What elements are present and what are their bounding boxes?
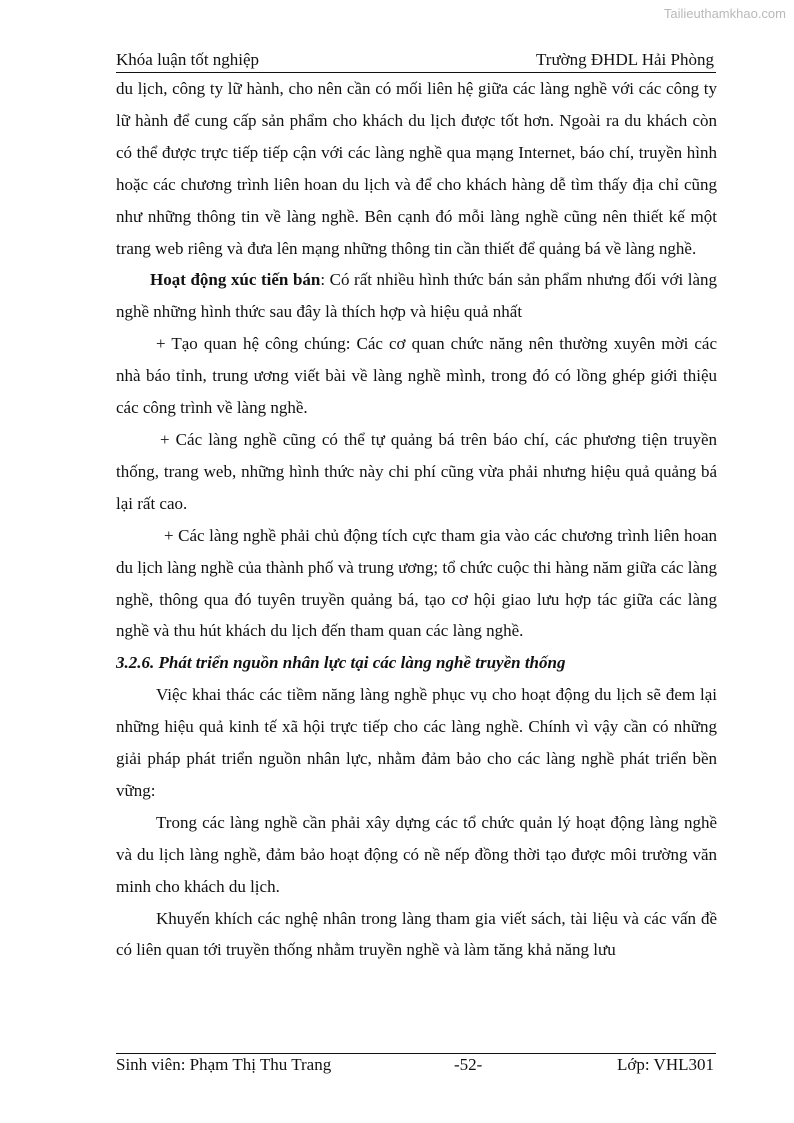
watermark: Tailieuthamkhao.com	[663, 6, 786, 21]
page-number: -52-	[454, 1055, 483, 1074]
paragraph-sales-promotion	[116, 264, 717, 328]
footer-student: Sinh viên: Phạm Thị Thu Trang	[116, 1055, 332, 1074]
header-university: Trường ĐHDL Hải Phòng	[536, 50, 714, 69]
paragraph-management: Trong các làng nghề cần phải xây dựng các tổ chức quản lý hoạt động làng nghề và du lịch làng nghề, đảm bảo hoạt động có nề nếp đồng thời tạo được môi trường văn minh cho khách du lịch.	[116, 812, 717, 896]
sales-promotion-text: : Có rất nhiều hình thức bán sản phẩm nhưng đối với làng nghề những hình thức sau đây là thích hợp và hiệu quả nhất	[116, 270, 718, 322]
section-heading: 3.2.6. Phát triển nguồn nhân lực tại các làng nghề truyền thống	[116, 653, 566, 673]
header-thesis-title: Khóa luận tốt nghiệp	[116, 50, 260, 69]
paragraph-artisans: Khuyến khích các nghệ nhân trong làng tham gia viết sách, tài liệu và các vấn đề có liên quan tới truyền thống nhằm truyền nghề và làm tăng khả năng lưu	[116, 908, 717, 960]
paragraph-marketing-channels: du lịch, công ty lữ hành, cho nên cần có mối liên hệ giữa các làng nghề với các công ty lữ hành để cung cấp sản phẩm cho khách du lịch được tốt hơn. Ngoài ra du khách còn có thể được trực tiếp tiếp cận với các làng nghề qua mạng Internet, báo chí, truyền hình hoặc các chương trình liên hoan du lịch và để cho khách hàng dễ tìm thấy địa chỉ cũng như những thông tin về làng nghề. Bên cạnh đó mỗi làng nghề cũng nên thiết kế một trang web riêng và đưa lên mạng những thông tin cần thiết để quảng bá về làng nghề.	[116, 79, 717, 258]
page-body	[116, 73, 717, 966]
bullet-festivals: + Các làng nghề phải chủ động tích cực tham gia vào các chương trình liên hoan du lịch làng nghề của thành phố và trung ương; tổ chức cuộc thi hàng năm giữa các làng nghề, thông qua đó tuyên truyền quảng bá, tạo cơ hội giao lưu hợp tác giữa các làng nghề và thu hút khách du lịch đến tham quan các làng nghề.	[116, 525, 717, 641]
footer-divider	[116, 1053, 716, 1054]
page-footer	[116, 1055, 714, 1077]
page-header	[116, 48, 714, 70]
paragraph-human-resources: Việc khai thác các tiềm năng làng nghề phục vụ cho hoạt động du lịch sẽ đem lại những hiệu quả kinh tế xã hội trực tiếp cho các làng nghề. Chính vì vậy cần có những giải pháp phát triển nguồn nhân lực, nhằm đảm bảo cho các làng nghề phát triển bền vững:	[116, 685, 717, 800]
bullet-self-promotion: + Các làng nghề cũng có thể tự quảng bá trên báo chí, các phương tiện truyền thống, trang web, những hình thức này chi phí cũng vừa phải nhưng hiệu quả quảng bá lại rất cao.	[116, 429, 717, 513]
bullet-public-relations: + Tạo quan hệ công chúng: Các cơ quan chức năng nên thường xuyên mời các nhà báo tỉnh, trung ương viết bài về làng nghề mình, trong đó có lồng ghép giới thiệu các công trình về làng nghề.	[116, 334, 717, 418]
sales-promotion-label: Hoạt động xúc tiến bán	[150, 270, 321, 290]
footer-class: Lớp: VHL301	[617, 1055, 714, 1074]
